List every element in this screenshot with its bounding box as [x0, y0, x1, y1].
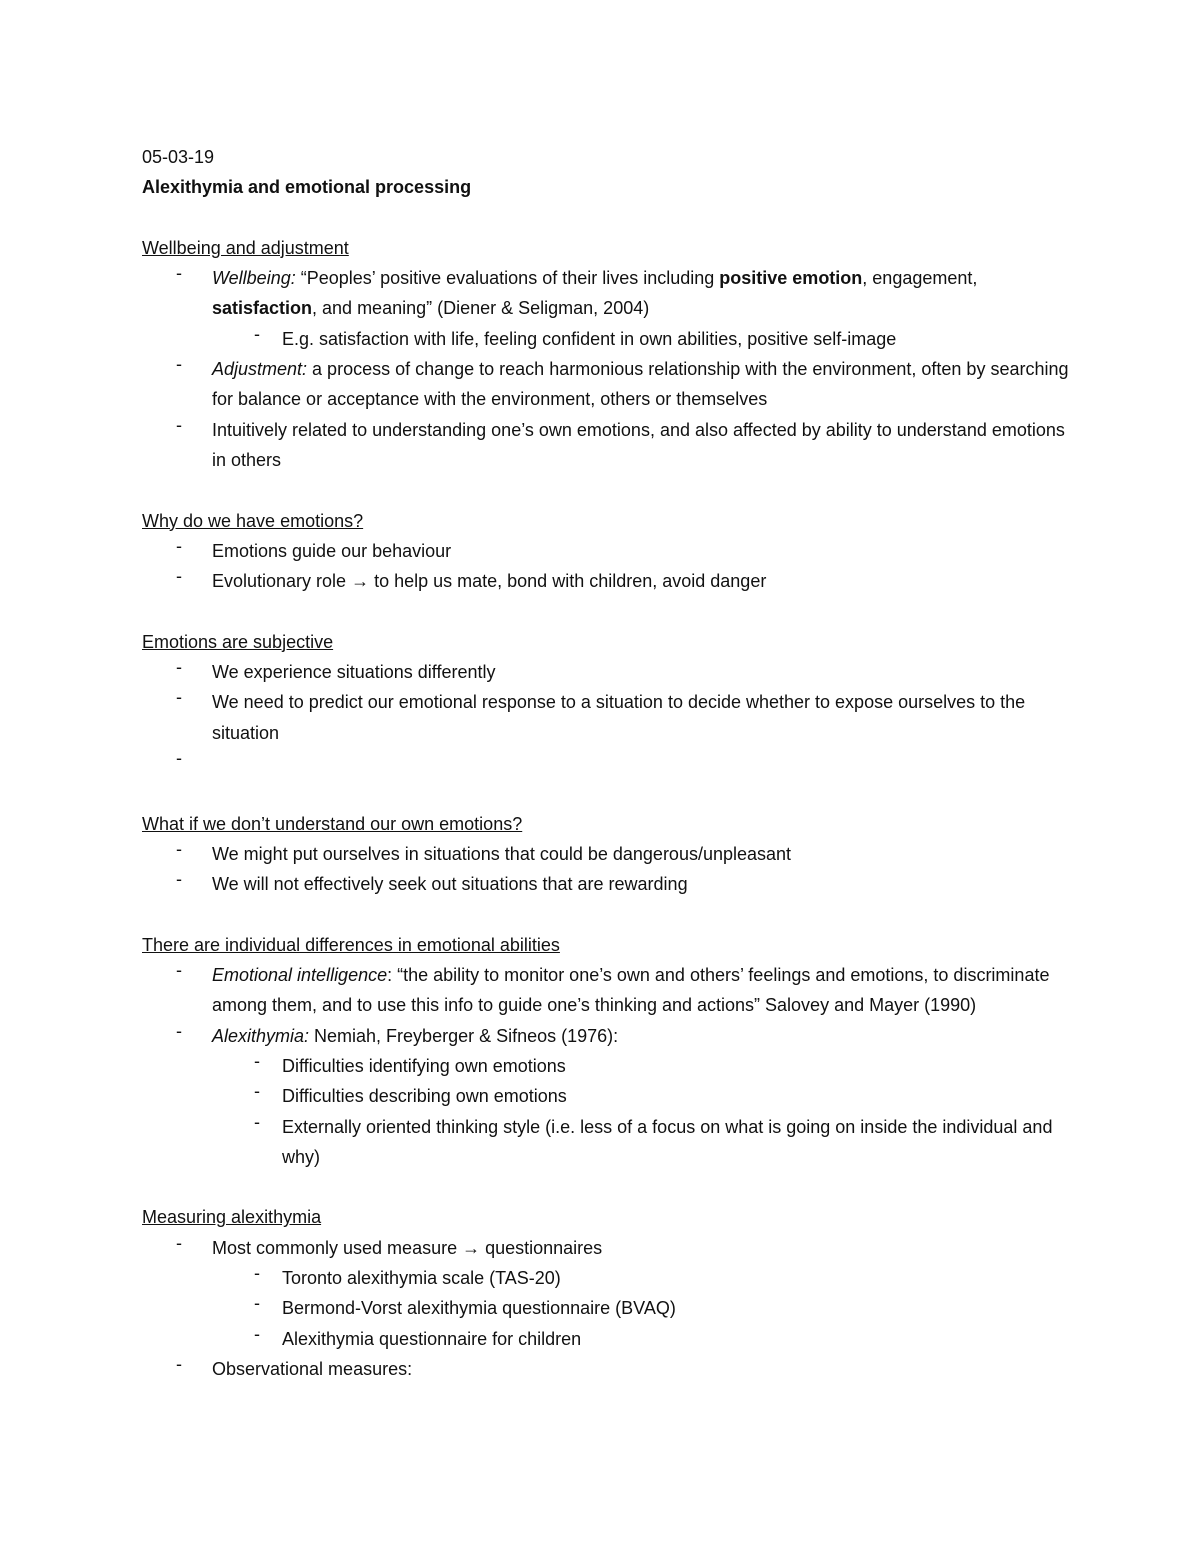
date-line: 05-03-19 [142, 147, 215, 167]
term-alexithymia: Alexithymia: [212, 1025, 310, 1046]
bullet-dash: - [176, 869, 182, 890]
section-heading-wellbeing: Wellbeing and adjustment [142, 237, 349, 258]
bullet-dash: - [176, 263, 182, 284]
bullet-dash: - [254, 1262, 260, 1283]
section-heading-why-emotions: Why do we have emotions? [142, 510, 364, 531]
list-item-text: Observational measures: [212, 1358, 413, 1379]
section-heading-dont-understand: What if we don’t understand our own emotions? [142, 813, 523, 834]
term-wellbeing: Wellbeing: [212, 268, 296, 289]
list-item-text: Alexithymia questionnaire for children [282, 1328, 582, 1349]
list-item-sub [142, 1051, 1072, 1081]
text-run: : “the ability to monitor one’s own and others’ feelings and emotions, to discriminate among them, and to use this info to guide one’s thinking and actions” Salovey and Mayer (1990) [212, 965, 1050, 1016]
blank-line [142, 596, 1072, 626]
list-item [142, 687, 1072, 748]
list-item-adjustment [142, 354, 1072, 415]
list-item [142, 1233, 1072, 1263]
list-item-alexithymia [142, 1021, 1072, 1051]
bullet-dash: - [176, 960, 182, 981]
list-item-text [212, 354, 1072, 415]
list-item-text: Evolutionary role → to help us mate, bond with children, avoid danger [212, 571, 767, 592]
bullet-dash: - [176, 535, 182, 556]
bold-run: positive emotion [719, 268, 863, 289]
section-heading-subjective: Emotions are subjective [142, 631, 334, 652]
list-item-sub [142, 1263, 1072, 1293]
list-item-text: We will not effectively seek out situations that are rewarding [212, 874, 688, 895]
blank-line [142, 1172, 1072, 1202]
bullet-dash: - [254, 1293, 260, 1314]
blank-line [142, 899, 1072, 929]
list-item-text: Difficulties identifying own emotions [282, 1055, 566, 1076]
text-run: a process of change to reach harmonious relationship with the environment, often by searching for balance or acceptance with the environment, others or themselves [212, 359, 1069, 410]
term-adjustment: Adjustment: [212, 359, 308, 380]
bullet-dash: - [176, 1353, 182, 1374]
bullet-dash: - [176, 747, 182, 768]
list-item-intuitive [142, 415, 1072, 476]
blank-line [142, 203, 1072, 233]
list-item-text: We experience situations differently [212, 662, 496, 683]
bullet-dash: - [254, 1081, 260, 1102]
list-item-text: We need to predict our emotional response to a situation to decide whether to expose ourselves to the situation [212, 692, 1026, 743]
bullet-dash: - [176, 657, 182, 678]
list-item-sub [142, 1293, 1072, 1323]
text-run: , and meaning” (Diener & Seligman, 2004) [312, 298, 650, 319]
bullet-dash: - [176, 354, 182, 375]
list-item-text: Externally oriented thinking style (i.e. less of a focus on what is going on inside the individual and why) [282, 1116, 1053, 1167]
list-item [142, 869, 1072, 899]
bullet-dash: - [176, 838, 182, 859]
document-title: Alexithymia and emotional processing [142, 177, 472, 198]
list-item-text [212, 1021, 1072, 1051]
list-item-wellbeing-example [142, 324, 1072, 354]
list-item [142, 536, 1072, 566]
bullet-dash: - [176, 1232, 182, 1253]
list-item-text: E.g. satisfaction with life, feeling confident in own abilities, positive self-image [282, 328, 897, 349]
list-item-text: Emotions guide our behaviour [212, 540, 452, 561]
list-item-wellbeing [142, 263, 1072, 324]
list-item-text: Most commonly used measure → questionnaires [212, 1237, 603, 1258]
list-item [142, 566, 1072, 596]
bullet-dash: - [254, 323, 260, 344]
list-item-text: Toronto alexithymia scale (TAS-20) [282, 1267, 561, 1288]
term-emotional-intelligence: Emotional intelligence [212, 965, 388, 986]
bullet-dash: - [254, 1323, 260, 1344]
list-item-text: We might put ourselves in situations that could be dangerous/unpleasant [212, 843, 792, 864]
bullet-dash: - [176, 687, 182, 708]
bullet-dash: - [254, 1111, 260, 1132]
list-item [142, 839, 1072, 869]
list-item-text [212, 263, 1072, 324]
section-heading-measuring: Measuring alexithymia [142, 1207, 322, 1228]
list-item [142, 1354, 1072, 1384]
list-item-sub [142, 1112, 1072, 1173]
section-heading-individual-differences: There are individual differences in emotional abilities [142, 934, 560, 955]
bullet-dash: - [254, 1050, 260, 1071]
bullet-dash: - [176, 566, 182, 587]
document-page [142, 142, 1072, 1384]
list-item-sub [142, 1324, 1072, 1354]
list-item-text: Bermond-Vorst alexithymia questionnaire (BVAQ) [282, 1298, 676, 1319]
blank-line [142, 475, 1072, 505]
list-item-text: Difficulties describing own emotions [282, 1086, 567, 1107]
bold-run: satisfaction [212, 298, 313, 319]
blank-line [142, 778, 1072, 808]
text-run: “Peoples’ positive evaluations of their lives including [295, 268, 720, 289]
list-item-empty [142, 748, 1072, 778]
list-item-sub [142, 1081, 1072, 1111]
bullet-dash: - [176, 414, 182, 435]
text-run: Nemiah, Freyberger & Sifneos (1976): [309, 1025, 619, 1046]
list-item-text [212, 960, 1072, 1021]
bullet-dash: - [176, 1020, 182, 1041]
list-item [142, 657, 1072, 687]
list-item-emotional-intelligence [142, 960, 1072, 1021]
list-item-text: Intuitively related to understanding one’s own emotions, and also affected by ability to understand emotions in others [212, 419, 1065, 470]
text-run: , engagement, [862, 268, 978, 289]
